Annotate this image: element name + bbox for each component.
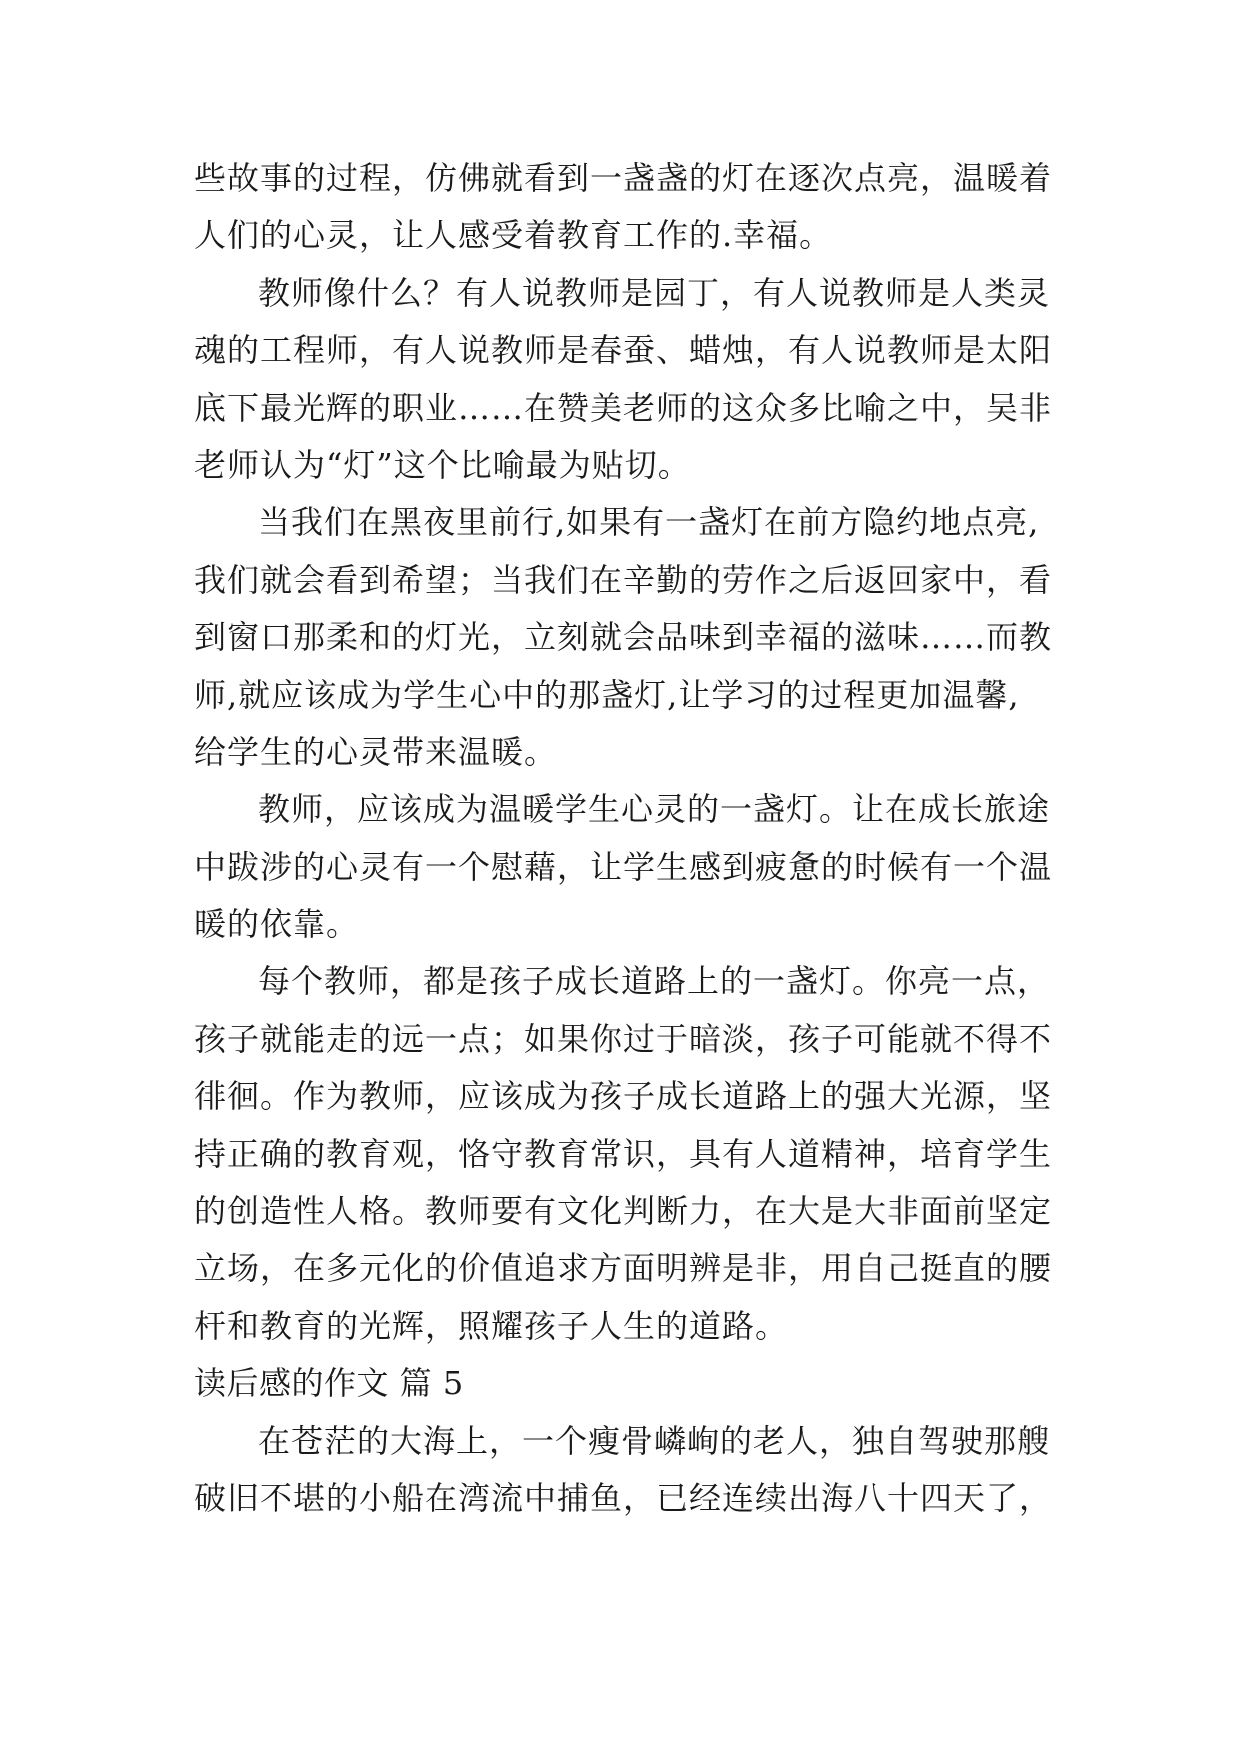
text-line: 人们的心灵，让人感受着教育工作的.幸福。 [194,216,833,255]
section-heading: 读后感的作文 篇 5 [194,1364,464,1403]
text-line: 中跋涉的心灵有一个慰藉，让学生感到疲惫的时候有一个温 [194,847,1053,886]
paragraph-first-line: 教师像什么？有人说教师是园丁，有人说教师是人类灵 [258,273,1051,312]
paragraph-first-line: 在苍茫的大海上，一个瘦骨嶙峋的老人，独自驾驶那艘 [258,1421,1051,1460]
text-line: 到窗口那柔和的灯光，立刻就会品味到幸福的滋味……而教 [194,618,1053,657]
text-line: 杆和教育的光辉，照耀孩子人生的道路。 [194,1306,789,1345]
paragraph-first-line: 教师，应该成为温暖学生心灵的一盏灯。让在成长旅途 [258,790,1051,829]
text-line: 老师认为“灯”这个比喻最为贴切。 [194,445,691,484]
text-line: 我们就会看到希望；当我们在辛勤的劳作之后返回家中，看 [194,560,1053,599]
text-line: 孩子就能走的远一点；如果你过于暗淡，孩子可能就不得不 [194,1019,1053,1058]
text-line: 徘徊。作为教师，应该成为孩子成长道路上的强大光源，坚 [194,1077,1053,1116]
text-line: 暖的依靠。 [194,905,360,944]
text-line: 魂的工程师，有人说教师是春蚕、蜡烛，有人说教师是太阳 [194,331,1053,370]
text-line: 给学生的心灵带来温暖。 [194,732,558,771]
text-line: 些故事的过程，仿佛就看到一盏盏的灯在逐次点亮，温暖着 [194,159,1053,197]
text-line: 立场，在多元化的价值追求方面明辨是非，用自己挺直的腰 [194,1249,1053,1288]
document-body [194,150,1054,1527]
text-line: 底下最光辉的职业……在赞美老师的这众多比喻之中，吴非 [194,388,1053,427]
paragraph-first-line: 当我们在黑夜里前行,如果有一盏灯在前方隐约地点亮, [258,503,1040,542]
text-line: 师,就应该成为学生心中的那盏灯,让学习的过程更加温馨, [194,675,1020,714]
text-line: 破旧不堪的小船在湾流中捕鱼，已经连续出海八十四天了， [194,1478,1053,1517]
text-line: 持正确的教育观，恪守教育常识，具有人道精神，培育学生 [194,1134,1053,1173]
paragraph-first-line: 每个教师，都是孩子成长道路上的一盏灯。你亮一点， [258,962,1051,1001]
text-line: 的创造性人格。教师要有文化判断力，在大是大非面前坚定 [194,1192,1053,1231]
